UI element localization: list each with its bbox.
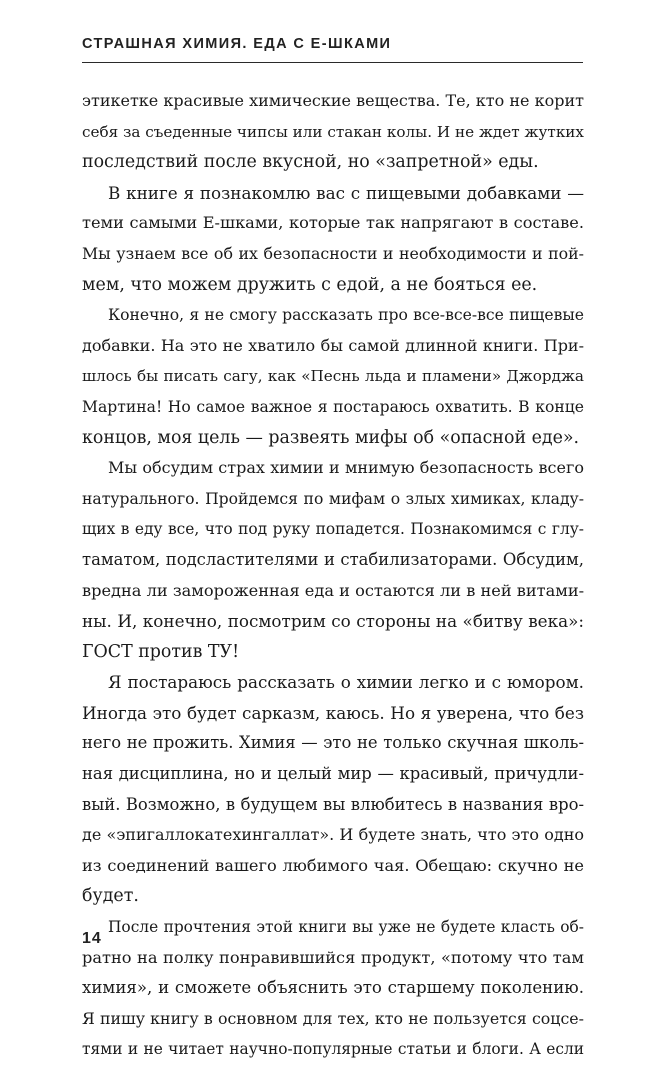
text-line: Мы узнаем все об их безопасности и необходимости и пой- [82,243,584,263]
text-line: тями и не читает научно-популярные статьи и блоги. А если [82,1040,584,1059]
text-line: Конечно, я не смогу рассказать про все-все-все пищевые [108,306,584,325]
running-header: СТРАШНАЯ ХИМИЯ. ЕДА С Е-ШКАМИ [82,36,392,52]
text-line: Иногда это будет сарказм, каюсь. Но я уверена, что без [82,702,584,723]
text-line: натурального. Пройдемся по мифам о злых химиках, кладу- [82,489,584,508]
text-line: будет. [82,886,139,907]
text-line: теми самыми Е-шками, которые так напрягают в составе. [82,213,584,233]
text-line: него не прожить. Химия — это не только скучная школь- [82,733,584,753]
text-line: добавки. На это не хватило бы самой длинной книги. При- [82,335,584,355]
text-line: вый. Возможно, в будущем вы влюбитесь в названия вро- [82,794,584,814]
header-rule [82,62,583,63]
text-line: мем, что можем дружить с едой, а не бояться ее. [82,274,538,295]
text-line: Мартина! Но самое важное я постараюсь охватить. В конце [82,397,584,416]
text-line: ГОСТ против ТУ! [82,641,240,662]
text-line: В книге я познакомлю вас с пищевыми добавками — [108,182,584,203]
text-line: этикетке красивые химические вещества. Те, кто не корит [82,91,584,110]
page-number: 14 [82,930,102,947]
text-line: Я постараюсь рассказать о химии легко и с юмором. [108,672,584,693]
text-line: из соединений вашего любимого чая. Обещаю: скучно не [82,855,584,875]
text-line: вредна ли замороженная еда и остаются ли в ней витами- [82,580,585,600]
text-line: химия», и сможете объяснить это старшему поколению. [82,978,584,998]
text-line: ратно на полку понравившийся продукт, «потому что там [82,947,584,967]
text-line: таматом, подсластителями и стабилизаторами. Обсудим, [82,549,584,569]
text-line: Мы обсудим страх химии и мнимую безопасность всего [108,458,584,478]
text-line: ны. И, конечно, посмотрим со стороны на «битву века»: [82,611,584,632]
text-line: После прочтения этой книги вы уже не будете класть об- [108,918,584,937]
text-line: де «эпигаллокатехингаллат». И будете знать, что это одно [82,825,584,845]
text-line: щих в еду все, что под руку попадется. Познакомимся с глу- [82,520,584,539]
text-line: себя за съеденные чипсы или стакан колы. И не ждет жутких [82,122,584,141]
text-line: концов, моя цель — развеять мифы об «опасной еде». [82,427,580,448]
text-line: Я пишу книгу в основном для тех, кто не пользуется соцсе- [82,1008,584,1028]
text-line: последствий после вкусной, но «запретной» еды. [82,152,539,173]
text-line: шлось бы писать сагу, как «Песнь льда и пламени» Джорджа [82,367,584,386]
body-text [82,86,584,1065]
text-line: ная дисциплина, но и целый мир — красивый, причудли- [82,764,584,784]
